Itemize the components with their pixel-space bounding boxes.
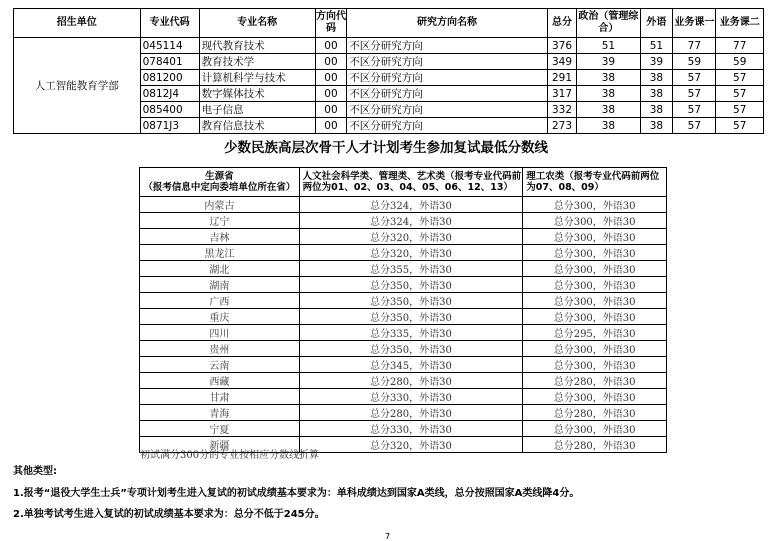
header-major-code: 专业代码 — [140, 9, 199, 38]
politics-score-cell: 38 — [577, 118, 640, 134]
humanities-score-cell: 总分350，外语30 — [299, 293, 523, 309]
course-2-score-cell: 59 — [716, 54, 764, 70]
province-cell: 云南 — [140, 357, 300, 373]
science-score-cell: 总分300，外语30 — [523, 309, 667, 325]
course-1-score-cell: 57 — [673, 118, 716, 134]
province-cell: 湖南 — [140, 277, 300, 293]
foreign-language-score-cell: 38 — [640, 70, 673, 86]
course-2-score-cell: 57 — [716, 118, 764, 134]
foreign-language-score-cell: 51 — [640, 38, 673, 54]
major-code-cell: 0812J4 — [140, 86, 199, 102]
humanities-score-cell: 总分355，外语30 — [299, 261, 523, 277]
foreign-language-score-cell: 38 — [640, 102, 673, 118]
science-score-cell: 总分300，外语30 — [523, 341, 667, 357]
total-score-cell: 291 — [547, 70, 577, 86]
foreign-language-score-cell: 38 — [640, 118, 673, 134]
province-cell: 甘肃 — [140, 389, 300, 405]
province-cell: 青海 — [140, 405, 300, 421]
science-score-cell: 总分300，外语30 — [523, 277, 667, 293]
humanities-score-cell: 总分335，外语30 — [299, 325, 523, 341]
total-score-cell: 376 — [547, 38, 577, 54]
header-total: 总分 — [547, 9, 577, 38]
foreign-language-score-cell: 38 — [640, 86, 673, 102]
humanities-score-cell: 总分280，外语30 — [299, 373, 523, 389]
table-row — [140, 213, 667, 229]
header-science-engineering: 理工农类（报考专业代码前两位为07、08、09） — [523, 168, 667, 197]
province-cell: 吉林 — [140, 229, 300, 245]
province-cell: 宁夏 — [140, 421, 300, 437]
province-cell: 辽宁 — [140, 213, 300, 229]
course-2-score-cell: 57 — [716, 86, 764, 102]
science-score-cell: 总分300，外语30 — [523, 261, 667, 277]
major-name-cell: 计算机科学与技术 — [199, 70, 315, 86]
humanities-score-cell: 总分345，外语30 — [299, 357, 523, 373]
politics-score-cell: 38 — [577, 70, 640, 86]
direction-code-cell: 00 — [315, 118, 347, 134]
header-province — [140, 168, 300, 197]
direction-name-cell: 不区分研究方向 — [347, 38, 547, 54]
direction-code-cell: 00 — [315, 102, 347, 118]
course-2-score-cell: 77 — [716, 38, 764, 54]
science-score-cell: 总分300，外语30 — [523, 213, 667, 229]
major-code-cell: 0871J3 — [140, 118, 199, 134]
science-score-cell: 总分300，外语30 — [523, 389, 667, 405]
footnote: 初试满分300分的专业按相应分数线折算 — [140, 450, 320, 461]
politics-score-cell: 51 — [577, 38, 640, 54]
header-unit: 招生单位 — [14, 9, 141, 38]
header-humanities: 人文社会科学类、管理类、艺术类（报考专业代码前两位为01、02、03、04、05、06、12、13） — [299, 168, 523, 197]
note-item-1: 1.报考“退役大学生士兵”专项计划考生进入复试的初试成绩基本要求为：单科成绩达到国家A类线，总分按照国家A类线降4分。 — [13, 488, 580, 499]
note-item-2: 2.单独考试考生进入复试的初试成绩基本要求为：总分不低于245分。 — [13, 509, 325, 520]
table-row — [140, 277, 667, 293]
humanities-score-cell: 总分320，外语30 — [299, 229, 523, 245]
politics-score-cell: 39 — [577, 54, 640, 70]
province-cell: 广西 — [140, 293, 300, 309]
humanities-score-cell: 总分324，外语30 — [299, 213, 523, 229]
humanities-score-cell: 总分350，外语30 — [299, 277, 523, 293]
table-row — [140, 293, 667, 309]
total-score-cell: 273 — [547, 118, 577, 134]
province-cell: 湖北 — [140, 261, 300, 277]
major-name-cell: 数字媒体技术 — [199, 86, 315, 102]
table-row — [140, 373, 667, 389]
table-row — [140, 197, 667, 213]
science-score-cell: 总分280，外语30 — [523, 405, 667, 421]
province-cell: 西藏 — [140, 373, 300, 389]
science-score-cell: 总分300，外语30 — [523, 421, 667, 437]
humanities-score-cell: 总分280，外语30 — [299, 405, 523, 421]
humanities-score-cell: 总分350，外语30 — [299, 309, 523, 325]
direction-code-cell: 00 — [315, 70, 347, 86]
major-code-cell: 081200 — [140, 70, 199, 86]
science-score-cell: 总分300，外语30 — [523, 357, 667, 373]
total-score-cell: 317 — [547, 86, 577, 102]
science-score-cell: 总分295，外语30 — [523, 325, 667, 341]
province-cell: 新疆 — [140, 437, 300, 453]
science-score-cell: 总分300，外语30 — [523, 197, 667, 213]
table-row — [140, 421, 667, 437]
humanities-score-cell: 总分350，外语30 — [299, 341, 523, 357]
major-code-cell: 045114 — [140, 38, 199, 54]
header-province-subtitle: （报考信息中定向委培单位所在省） — [143, 182, 296, 193]
page-number: 7 — [385, 532, 391, 541]
direction-code-cell: 00 — [315, 54, 347, 70]
province-cell: 贵州 — [140, 341, 300, 357]
foreign-language-score-cell: 39 — [640, 54, 673, 70]
section-title: 少数民族高层次骨干人才计划考生参加复试最低分数线 — [224, 140, 548, 156]
direction-name-cell: 不区分研究方向 — [347, 102, 547, 118]
science-score-cell: 总分300，外语30 — [523, 293, 667, 309]
minority-score-table — [139, 167, 667, 453]
table-row — [140, 357, 667, 373]
header-direction-name: 研究方向名称 — [347, 9, 547, 38]
province-cell: 四川 — [140, 325, 300, 341]
header-foreign-language: 外语 — [640, 9, 673, 38]
table-row — [140, 245, 667, 261]
major-name-cell: 教育信息技术 — [199, 118, 315, 134]
table-row — [140, 309, 667, 325]
course-1-score-cell: 59 — [673, 54, 716, 70]
table2-header-row — [140, 168, 667, 197]
course-2-score-cell: 57 — [716, 70, 764, 86]
humanities-score-cell: 总分320，外语30 — [299, 437, 523, 453]
header-course-2: 业务课二 — [716, 9, 764, 38]
major-name-cell: 现代教育技术 — [199, 38, 315, 54]
unit-cell: 人工智能教育学部 — [14, 38, 141, 134]
humanities-score-cell: 总分330，外语30 — [299, 389, 523, 405]
table-row — [140, 389, 667, 405]
table-row — [140, 325, 667, 341]
admission-score-table — [13, 8, 764, 134]
science-score-cell: 总分280，外语30 — [523, 373, 667, 389]
course-1-score-cell: 57 — [673, 102, 716, 118]
total-score-cell: 332 — [547, 102, 577, 118]
course-1-score-cell: 77 — [673, 38, 716, 54]
notes-heading: 其他类型: — [13, 466, 57, 477]
major-name-cell: 电子信息 — [199, 102, 315, 118]
table-row — [14, 38, 764, 54]
table-row — [140, 341, 667, 357]
course-1-score-cell: 57 — [673, 86, 716, 102]
science-score-cell: 总分300，外语30 — [523, 229, 667, 245]
direction-code-cell: 00 — [315, 38, 347, 54]
humanities-score-cell: 总分320，外语30 — [299, 245, 523, 261]
province-cell: 重庆 — [140, 309, 300, 325]
direction-name-cell: 不区分研究方向 — [347, 86, 547, 102]
direction-code-cell: 00 — [315, 86, 347, 102]
humanities-score-cell: 总分324，外语30 — [299, 197, 523, 213]
header-course-1: 业务课一 — [673, 9, 716, 38]
table-row — [140, 261, 667, 277]
course-2-score-cell: 57 — [716, 102, 764, 118]
science-score-cell: 总分280，外语30 — [523, 437, 667, 453]
major-code-cell: 078401 — [140, 54, 199, 70]
direction-name-cell: 不区分研究方向 — [347, 118, 547, 134]
course-1-score-cell: 57 — [673, 70, 716, 86]
header-direction-code: 方向代码 — [315, 9, 347, 38]
province-cell: 黑龙江 — [140, 245, 300, 261]
politics-score-cell: 38 — [577, 102, 640, 118]
politics-score-cell: 38 — [577, 86, 640, 102]
province-cell: 内蒙古 — [140, 197, 300, 213]
direction-name-cell: 不区分研究方向 — [347, 54, 547, 70]
science-score-cell: 总分300，外语30 — [523, 245, 667, 261]
header-province-title: 生源省 — [205, 171, 234, 182]
total-score-cell: 349 — [547, 54, 577, 70]
table-row — [140, 405, 667, 421]
table1-header-row — [14, 9, 764, 38]
table-row — [140, 229, 667, 245]
humanities-score-cell: 总分330，外语30 — [299, 421, 523, 437]
direction-name-cell: 不区分研究方向 — [347, 70, 547, 86]
major-code-cell: 085400 — [140, 102, 199, 118]
major-name-cell: 教育技术学 — [199, 54, 315, 70]
header-politics: 政治（管理综合） — [577, 9, 640, 38]
header-major-name: 专业名称 — [199, 9, 315, 38]
